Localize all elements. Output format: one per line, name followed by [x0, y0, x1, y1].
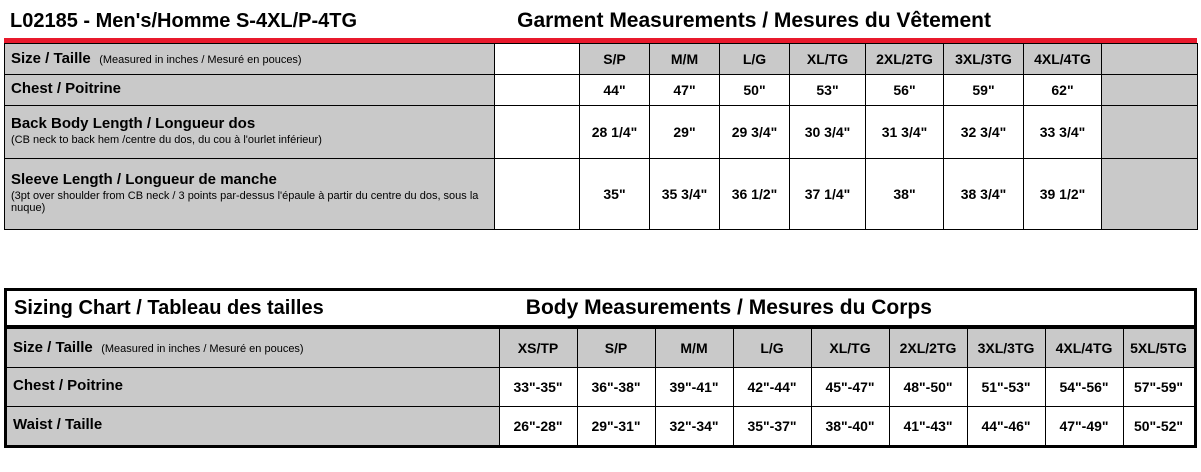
garment-col-header: M/M [650, 44, 720, 75]
garment-cell: 32 3/4" [944, 106, 1024, 159]
garment-cell: 38 3/4" [944, 159, 1024, 230]
body-col-header: XL/TG [811, 329, 889, 368]
body-row-label-main: Waist / Taille [13, 416, 103, 434]
body-cell: 38"-40" [811, 407, 889, 446]
garment-size-header-sub: (Measured in inches / Mesuré en pouces) [99, 53, 302, 66]
garment-cell: 37 1/4" [790, 159, 866, 230]
garment-size-header-main: Size / Taille [11, 49, 91, 67]
body-col-header: 2XL/2TG [889, 329, 967, 368]
body-cell: 26"-28" [499, 407, 577, 446]
body-row-label-main: Chest / Poitrine [13, 377, 124, 395]
body-row-label [7, 368, 499, 407]
body-col-header: 5XL/5TG [1123, 329, 1194, 368]
table-row [7, 368, 1194, 407]
table-row [5, 106, 1198, 159]
garment-row-label-sub: (3pt over shoulder from CB neck / 3 points par-dessus l'épaule à partir du centre du dos, sous la nuque) [11, 190, 479, 215]
garment-measurements-table [4, 43, 1198, 230]
garment-cell: 47" [650, 75, 720, 106]
body-cell: 39"-41" [655, 368, 733, 407]
garment-cell: 53" [790, 75, 866, 106]
garment-row-label [5, 75, 495, 106]
garment-row-endcap [1102, 159, 1198, 230]
table-row [5, 75, 1198, 106]
body-size-header-sub: (Measured in inches / Mesuré en pouces) [101, 342, 304, 355]
style-code: L02185 - Men's/Homme S-4XL/P-4TG [10, 9, 358, 32]
body-row-label [7, 407, 499, 446]
garment-cell: 56" [866, 75, 944, 106]
garment-col-header: 3XL/3TG [944, 44, 1024, 75]
garment-col-header: L/G [720, 44, 790, 75]
garment-cell: 39 1/2" [1024, 159, 1102, 230]
garment-row-label [5, 106, 495, 159]
garment-header-spacer [495, 44, 580, 75]
body-col-header: M/M [655, 329, 733, 368]
garment-header-endcap [1102, 44, 1198, 75]
body-cell: 41"-43" [889, 407, 967, 446]
body-col-header: 4XL/4TG [1045, 329, 1123, 368]
garment-row-label-sub: (CB neck to back hem /centre du dos, du cou à l'ourlet inférieur) [11, 134, 322, 147]
garment-row-label-main: Sleeve Length / Longueur de manche [11, 171, 277, 189]
garment-col-header: XL/TG [790, 44, 866, 75]
body-measurements-section [4, 288, 1197, 448]
body-cell: 36"-38" [577, 368, 655, 407]
garment-cell: 33 3/4" [1024, 106, 1102, 159]
garment-header-row [5, 44, 1198, 75]
garment-cell: 28 1/4" [580, 106, 650, 159]
body-measurements-table [7, 328, 1195, 445]
body-title: Body Measurements / Mesures du Corps [525, 296, 932, 319]
body-cell: 48"-50" [889, 368, 967, 407]
body-cell: 50"-52" [1123, 407, 1194, 446]
garment-cell: 62" [1024, 75, 1102, 106]
body-size-header-cell [7, 329, 499, 368]
garment-cell: 29" [650, 106, 720, 159]
garment-row-label-main: Chest / Poitrine [11, 80, 122, 98]
body-size-header-main: Size / Taille [13, 338, 93, 356]
garment-cell: 35 3/4" [650, 159, 720, 230]
body-cell: 54"-56" [1045, 368, 1123, 407]
garment-row-label [5, 159, 495, 230]
sizing-chart-label: Sizing Chart / Tableau des tailles [14, 296, 324, 319]
garment-row-spacer [495, 159, 580, 230]
garment-cell: 50" [720, 75, 790, 106]
body-cell: 47"-49" [1045, 407, 1123, 446]
table-row [5, 159, 1198, 230]
garment-cell: 30 3/4" [790, 106, 866, 159]
table-row [7, 407, 1194, 446]
body-cell: 44"-46" [967, 407, 1045, 446]
garment-cell: 38" [866, 159, 944, 230]
garment-cell: 59" [944, 75, 1024, 106]
body-cell: 32"-34" [655, 407, 733, 446]
body-cell: 57"-59" [1123, 368, 1194, 407]
garment-row-spacer [495, 106, 580, 159]
garment-col-header: 4XL/4TG [1024, 44, 1102, 75]
garment-row-label-main: Back Body Length / Longueur dos [11, 115, 256, 133]
garment-size-header-cell [5, 44, 495, 75]
garment-cell: 44" [580, 75, 650, 106]
body-title-bar [7, 291, 1194, 328]
body-cell: 33"-35" [499, 368, 577, 407]
body-header-row [7, 329, 1194, 368]
body-cell: 51"-53" [967, 368, 1045, 407]
garment-cell: 31 3/4" [866, 106, 944, 159]
body-col-header: S/P [577, 329, 655, 368]
body-col-header: 3XL/3TG [967, 329, 1045, 368]
garment-cell: 35" [580, 159, 650, 230]
garment-col-header: S/P [580, 44, 650, 75]
body-cell: 35"-37" [733, 407, 811, 446]
garment-row-endcap [1102, 75, 1198, 106]
garment-title-bar [4, 4, 1197, 43]
body-cell: 45"-47" [811, 368, 889, 407]
body-cell: 29"-31" [577, 407, 655, 446]
body-cell: 42"-44" [733, 368, 811, 407]
body-col-header: XS/TP [499, 329, 577, 368]
body-col-header: L/G [733, 329, 811, 368]
garment-title: Garment Measurements / Mesures du Vêtement [517, 9, 991, 32]
garment-cell: 29 3/4" [720, 106, 790, 159]
garment-measurements-section [4, 4, 1197, 230]
garment-row-endcap [1102, 106, 1198, 159]
garment-row-spacer [495, 75, 580, 106]
garment-col-header: 2XL/2TG [866, 44, 944, 75]
garment-cell: 36 1/2" [720, 159, 790, 230]
